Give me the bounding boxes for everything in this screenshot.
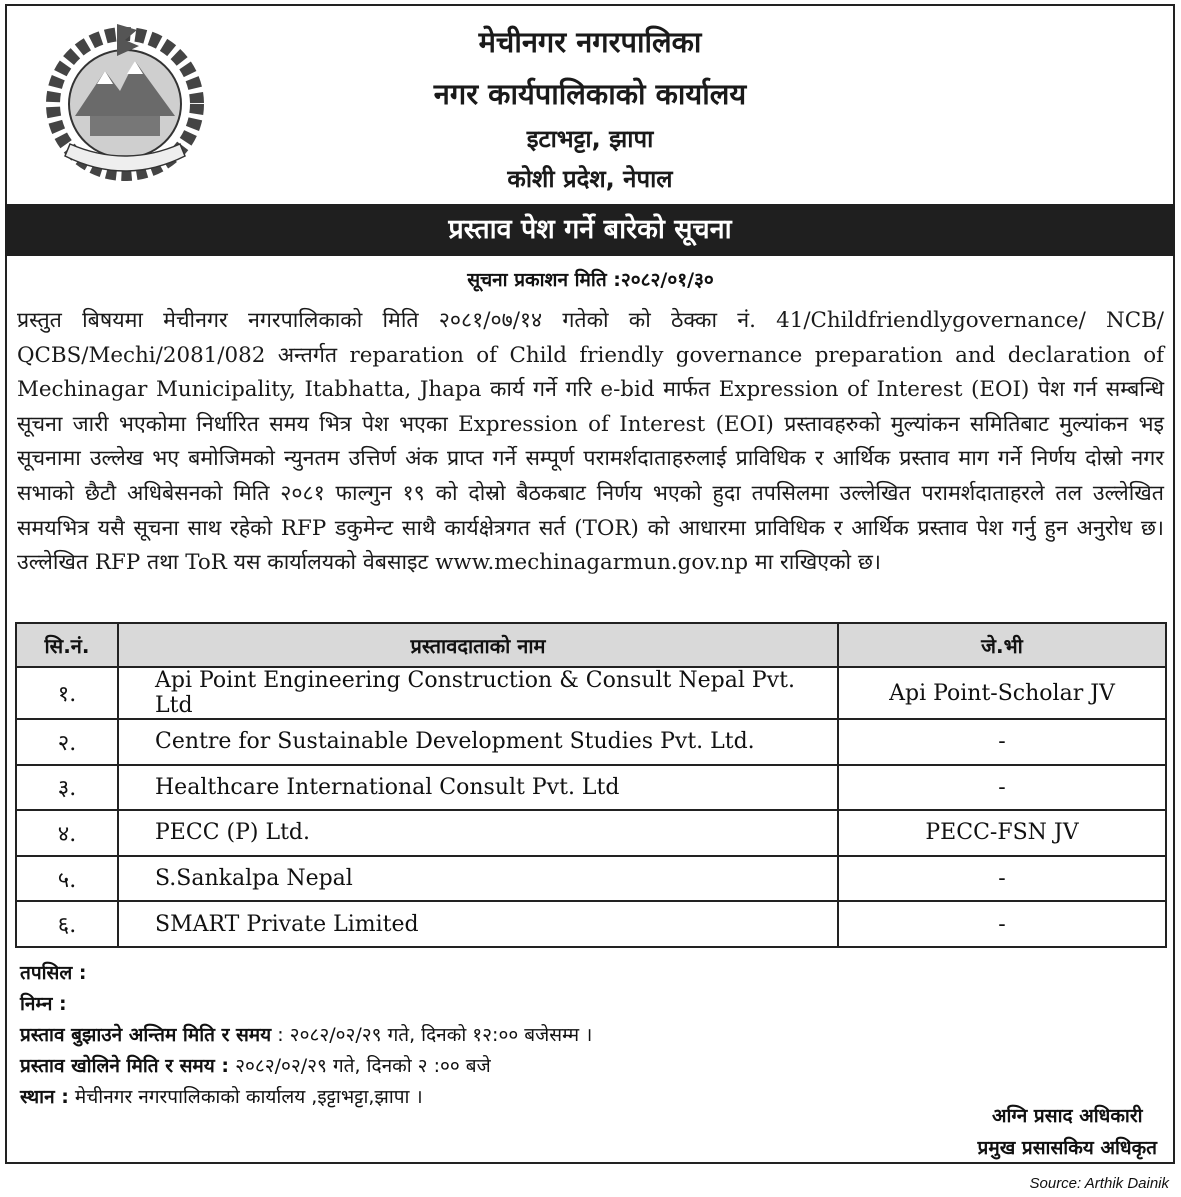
- serial-cell: २.: [16, 719, 118, 765]
- signature-block: [978, 1100, 1157, 1164]
- jv-cell: -: [838, 901, 1166, 947]
- opening-date: [20, 1051, 592, 1082]
- serial-cell: १.: [16, 667, 118, 719]
- publication-date: सूचना प्रकाशन मिति :२०८२/०१/३०: [467, 269, 714, 291]
- schedule-details: [20, 958, 592, 1113]
- table-row: [16, 856, 1166, 902]
- header-serial: सि.नं.: [16, 623, 118, 667]
- table-row: [16, 810, 1166, 856]
- office-location: इटाभट्टा, झापा: [526, 125, 654, 153]
- officer-name: अग्नि प्रसाद अधिकारी: [992, 1105, 1143, 1127]
- nimna-label: निम्न :: [20, 993, 67, 1015]
- place-label: स्थान :: [20, 1086, 69, 1108]
- jv-cell: -: [838, 856, 1166, 902]
- serial-cell: ३.: [16, 765, 118, 811]
- officer-designation: प्रमुख प्रसासकिय अधिकृत: [977, 1137, 1157, 1159]
- table-row: [16, 667, 1166, 719]
- bidders-table: [15, 622, 1167, 948]
- deadline-label: प्रस्ताव बुझाउने अन्तिम मिति र समय: [20, 1024, 272, 1046]
- bidder-name-cell: Api Point Engineering Construction & Consult Nepal Pvt. Ltd: [118, 667, 838, 719]
- header-bidder-name: प्रस्तावदाताको नाम: [118, 623, 838, 667]
- bidder-name-cell: PECC (P) Ltd.: [118, 810, 838, 856]
- notice-title: प्रस्ताव पेश गर्ने बारेको सूचना: [5, 204, 1175, 256]
- opening-value: २०८२/०२/२९ गते, दिनको २ :०० बजे: [229, 1055, 491, 1077]
- municipality-name: मेचीनगर नगरपालिका: [478, 25, 702, 59]
- table-row: [16, 901, 1166, 947]
- place-value: मेचीनगर नगरपालिकाको कार्यालय ,इट्टाभट्टा,झापा ।: [68, 1086, 423, 1108]
- table-header-row: [16, 623, 1166, 667]
- submission-deadline: [20, 1020, 592, 1051]
- province-country: कोशी प्रदेश, नेपाल: [507, 165, 673, 193]
- table-row: [16, 719, 1166, 765]
- notice-header: [5, 4, 1175, 204]
- header-jv: जे.भी: [838, 623, 1166, 667]
- tapasil-label: तपसिल :: [20, 962, 87, 984]
- serial-cell: ४.: [16, 810, 118, 856]
- opening-label: प्रस्ताव खोलिने मिति र समय :: [20, 1055, 230, 1077]
- deadline-value: : २०८२/०२/२९ गते, दिनको १२:०० बजेसम्म ।: [271, 1024, 593, 1046]
- jv-cell: -: [838, 765, 1166, 811]
- serial-cell: ६.: [16, 901, 118, 947]
- venue: [20, 1082, 592, 1113]
- bidder-name-cell: S.Sankalpa Nepal: [118, 856, 838, 902]
- jv-cell: PECC-FSN JV: [838, 810, 1166, 856]
- bidder-name-cell: Centre for Sustainable Development Studies Pvt. Ltd.: [118, 719, 838, 765]
- source-credit: Source: Arthik Dainik: [1029, 1175, 1169, 1192]
- table-row: [16, 765, 1166, 811]
- jv-cell: -: [838, 719, 1166, 765]
- serial-cell: ५.: [16, 856, 118, 902]
- bidder-name-cell: SMART Private Limited: [118, 901, 838, 947]
- office-name: नगर कार्यपालिकाको कार्यालय: [433, 77, 747, 111]
- bidder-name-cell: Healthcare International Consult Pvt. Ltd: [118, 765, 838, 811]
- notice-body: प्रस्तुत बिषयमा मेचीनगर नगरपालिकाको मिति २०८१/०७/१४ गतेको को ठेक्का नं. 41/Childfriendlygovernance/ NCB/ QCBS/Mechi/2081/082 अन्तर्गत reparation of Child friendly governance preparation and declaration of Mechinagar Municipality, Itabhatta, Jhapa कार्य गर्ने गरि e-bid मार्फत Expression of Interest (EOI) पेश गर्न सम्बन्धि सूचना जारी भएकोमा निर्धारित समय भित्र पेश भएका Expression of Interest (EOI) प्रस्तावहरुको मुल्यांकन समितिबाट मुल्यांकन भइ सूचनामा उल्लेख भए बमोजिमको न्युनतम उत्तिर्ण अंक प्राप्त गर्ने सम्पूर्ण परामर्शदाताहरुलाई प्राविधिक र आर्थिक प्रस्ताव माग गर्ने निर्णय दोस्रो नगर सभाको छैटौ अधिबेसनको मिति २०८१ फाल्गुन १९ को दोस्रो बैठकबाट निर्णय भएको हुदा तपसिलमा उल्लेखित परामर्शदाताहरले तल उल्लेखित समयभित्र यसै सूचना साथ रहेको RFP डकुमेन्ट साथै कार्यक्षेत्रगत सर्त (TOR) को आधारमा प्राविधिक र आर्थिक प्रस्ताव पेश गर्नु हुन अनुरोध छ। उल्लेखित RFP तथा ToR यस कार्यालयको वेबसाइट www.mechinagarmun.gov.np मा राखिएको छ।: [17, 308, 1164, 576]
- jv-cell: Api Point-Scholar JV: [838, 667, 1166, 719]
